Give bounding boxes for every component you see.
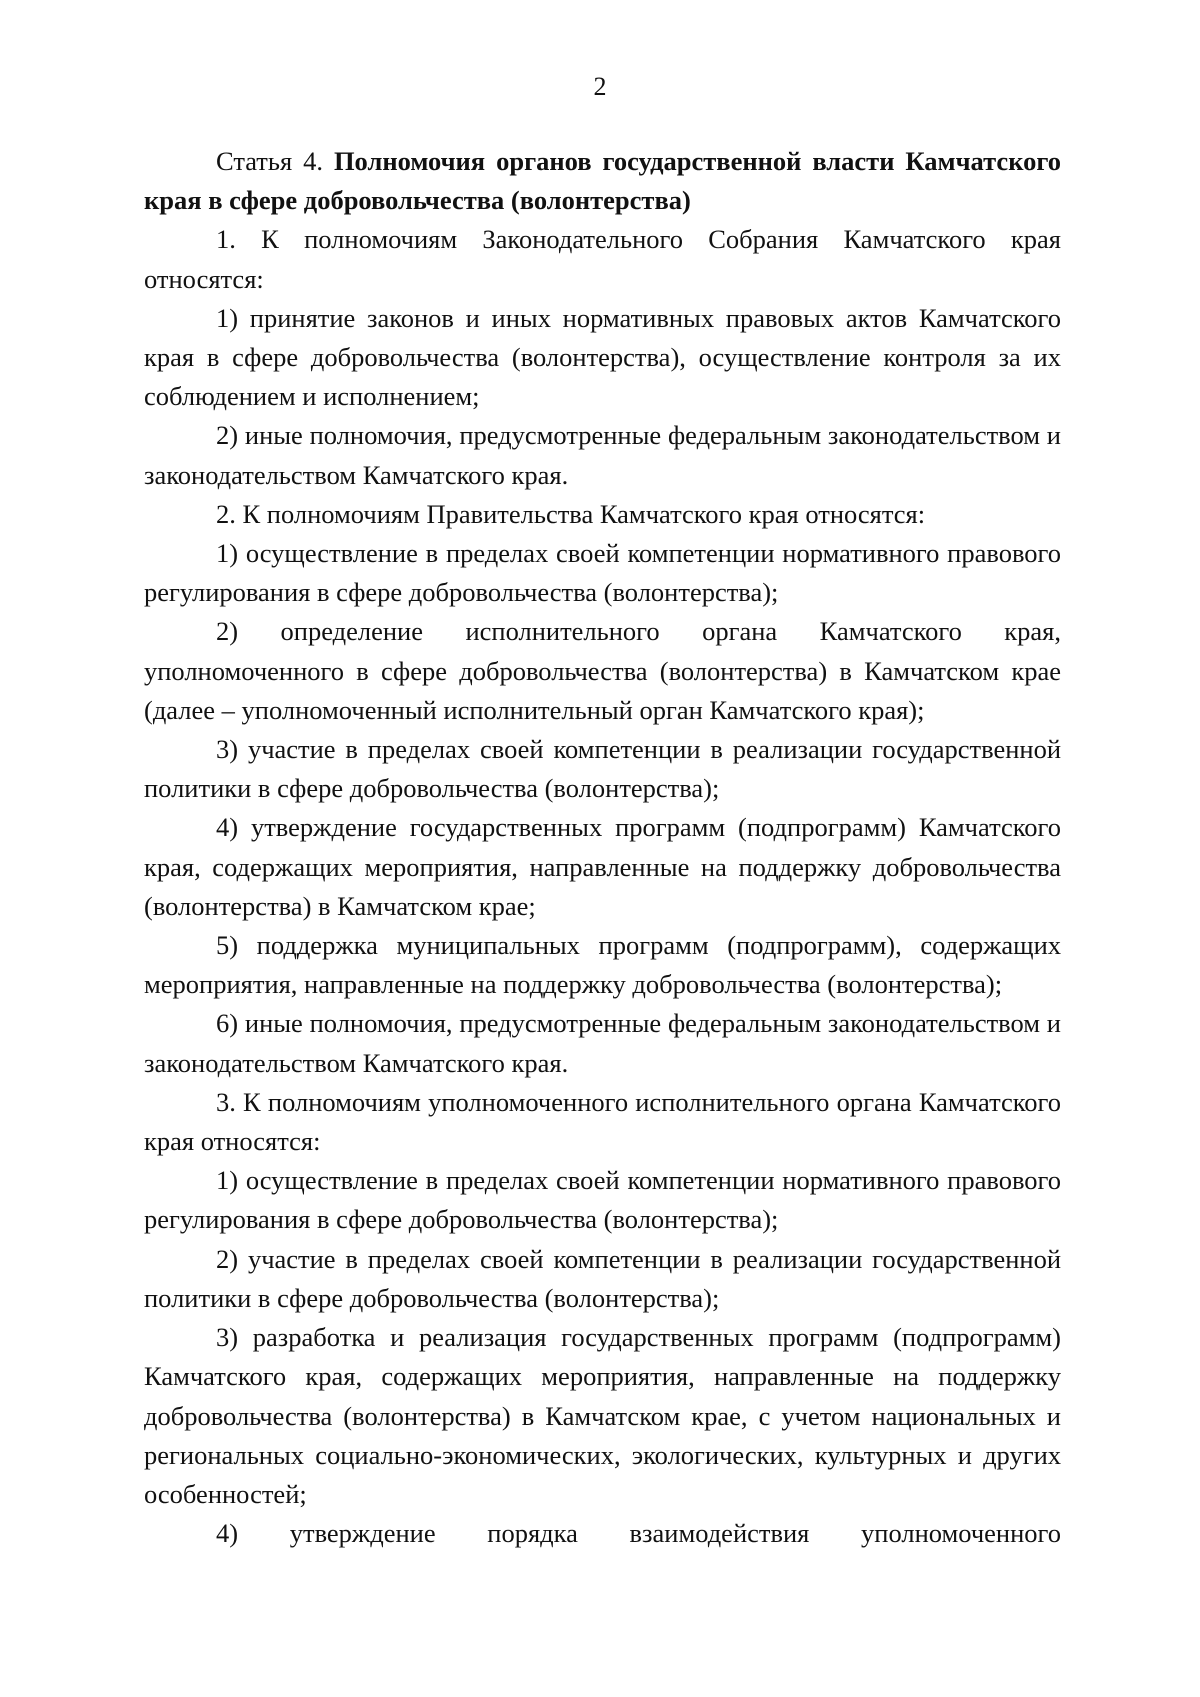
paragraph: 4) утверждение государственных программ (подпрограмм) Камчатского края, содержащих мероприятия, направленные на поддержку добровольчества (волонтерства) в Камчатском крае;: [144, 812, 1061, 921]
paragraph: 2. К полномочиям Правительства Камчатского края относятся:: [216, 498, 926, 529]
paragraph: 3) разработка и реализация государственных программ (подпрограмм) Камчатского края, содержащих мероприятия, направленные на поддержку добровольчества (волонтерства) в Камчатском крае, с учетом национальных и региональных социально-экономических, экологических, культурных и других особенностей;: [144, 1322, 1061, 1509]
paragraph: 2) участие в пределах своей компетенции в реализации государственной политики в сфере добровольчества (волонтерства);: [144, 1243, 1061, 1313]
article-title: Полномочия органов государственной власти Камчатского края в сфере добровольчества (волонтерства): [144, 146, 1061, 216]
paragraph: 2) иные полномочия, предусмотренные федеральным законодательством и законодательством Камчатского края.: [144, 420, 1061, 490]
document-body: [144, 142, 1061, 1553]
paragraph: 3) участие в пределах своей компетенции в реализации государственной политики в сфере добровольчества (волонтерства);: [144, 734, 1061, 804]
article-heading: [144, 142, 1061, 220]
paragraph: 2) определение исполнительного органа Камчатского края, уполномоченного в сфере добровольчества (волонтерства) в Камчатском крае (далее – уполномоченный исполнительный орган Камчатского края);: [144, 616, 1061, 725]
paragraph: 3. К полномочиям уполномоченного исполнительного органа Камчатского края относятся:: [144, 1086, 1061, 1157]
paragraph: 1) осуществление в пределах своей компетенции нормативного правового регулирования в сфере добровольчества (волонтерства);: [144, 538, 1061, 608]
paragraph: 1) осуществление в пределах своей компетенции нормативного правового регулирования в сфере добровольчества (волонтерства);: [144, 1165, 1061, 1235]
article-label: Статья 4.: [216, 146, 323, 176]
page-number: 2: [593, 72, 607, 101]
paragraph: 5) поддержка муниципальных программ (подпрограмм), содержащих мероприятия, направленные на поддержку добровольчества (волонтерства);: [144, 930, 1061, 1000]
paragraph: 6) иные полномочия, предусмотренные федеральным законодательством и законодательством Камчатского края.: [144, 1008, 1061, 1078]
paragraph: 1) принятие законов и иных нормативных правовых актов Камчатского края в сфере добровольчества (волонтерства), осуществление контроля за их соблюдением и исполнением;: [144, 302, 1061, 412]
paragraph: 4) утверждение порядка взаимодействия уполномоченного: [216, 1518, 1061, 1549]
paragraph: 1. К полномочиям Законодательного Собрания Камчатского края относятся:: [144, 224, 1061, 294]
